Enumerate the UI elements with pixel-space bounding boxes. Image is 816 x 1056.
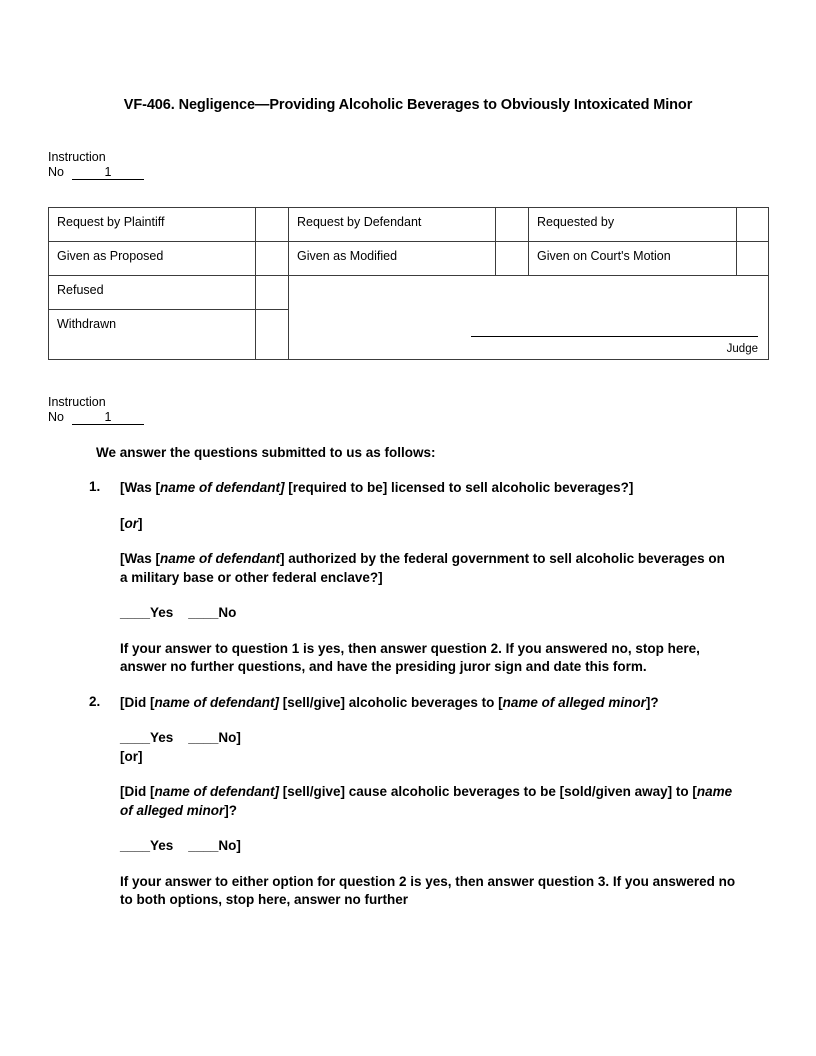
instruction-no-label: No [48, 410, 64, 424]
text-run: [ [120, 515, 125, 531]
text-run: ] [138, 515, 143, 531]
checkbox-given-as-modified[interactable] [496, 242, 529, 276]
text-run: [sell/give] alcoholic beverages to [ [279, 694, 503, 710]
text-run: [required to be] licensed to sell alcoholic beverages?] [284, 480, 634, 495]
instruction-label: Instruction [48, 395, 106, 409]
answer-line[interactable]: ____Yes ____No] [120, 838, 241, 853]
answer-line[interactable]: ____Yes ____No] [120, 730, 241, 745]
placeholder-text: name of alleged minor [120, 784, 733, 818]
placeholder-text: ] [274, 784, 280, 799]
cell-request-by-plaintiff: Request by Plaintiff [49, 208, 256, 242]
text-run: [Did [ [120, 694, 155, 710]
instruction-label: Instruction [48, 150, 106, 164]
cell-given-as-proposed: Given as Proposed [49, 242, 256, 276]
disposition-table [48, 207, 769, 360]
placeholder-text: name of defendant [160, 480, 281, 495]
question-number: 2. [89, 693, 101, 709]
verdict-body [0, 444, 816, 910]
text-run: [or] [120, 748, 143, 764]
question-text [120, 783, 736, 820]
text-run: ]? [224, 802, 238, 818]
cell-requested-by: Requested by [529, 208, 737, 242]
placeholder-text: ] [274, 694, 280, 710]
judge-signature-line[interactable] [471, 336, 758, 337]
judge-signature-label: Judge [726, 343, 758, 355]
table-row [49, 208, 769, 242]
checkbox-given-as-proposed[interactable] [256, 242, 289, 276]
cell-withdrawn: Withdrawn [49, 310, 256, 360]
placeholder-text: name of defendant [154, 784, 275, 799]
instruction-number-header-top [48, 150, 144, 180]
verdict-question [89, 693, 736, 910]
question-text [120, 479, 736, 498]
question-text [120, 515, 736, 534]
checkbox-request-by-plaintiff[interactable] [256, 208, 289, 242]
instruction-no-label: No [48, 165, 64, 179]
text-run: If your answer to question 1 is yes, then answer question 2. If you answered no, stop here, answer no further questions, and have the presiding juror sign and date this form. [120, 640, 700, 674]
answer-line[interactable]: ____Yes ____No [120, 605, 237, 620]
instruction-no-value[interactable]: 1 [72, 410, 144, 425]
cell-given-as-modified: Given as Modified [289, 242, 496, 276]
verdict-lead-in: We answer the questions submitted to us as follows: [96, 445, 436, 460]
text-run: ]? [645, 694, 659, 710]
verdict-question [89, 479, 736, 677]
placeholder-text: or [124, 515, 138, 531]
text-run: ] [280, 551, 285, 566]
checkbox-request-by-defendant[interactable] [496, 208, 529, 242]
text-run: If your answer to either option for question 2 is yes, then answer question 3. If you answered no to both options, stop here, answer no further [120, 873, 736, 907]
text-run: [Was [ [120, 480, 160, 495]
question-note [120, 873, 736, 910]
text-run: [sell/give] cause alcoholic beverages to be [sold/given away] to [ [279, 784, 697, 799]
checkbox-given-on-courts-motion[interactable] [737, 242, 769, 276]
placeholder-text: name of defendant [154, 694, 275, 710]
question-text [120, 748, 736, 767]
text-run: [Was [ [120, 551, 160, 566]
text-run: authorized by the federal government to sell alcoholic beverages on a military base or other federal enclave?] [120, 551, 725, 585]
question-text [120, 550, 736, 587]
checkbox-withdrawn[interactable] [256, 310, 289, 360]
judge-signature-cell [289, 276, 769, 360]
checkbox-refused[interactable] [256, 276, 289, 310]
question-note [120, 640, 736, 677]
page-title: VF-406. Negligence—Providing Alcoholic Beverages to Obviously Intoxicated Minor [123, 97, 693, 113]
placeholder-text: ] [280, 480, 285, 495]
cell-request-by-defendant: Request by Defendant [289, 208, 496, 242]
instruction-no-value[interactable]: 1 [72, 165, 144, 180]
text-run: [Did [ [120, 784, 155, 799]
question-number: 1. [89, 479, 101, 494]
table-row [49, 242, 769, 276]
cell-given-on-courts-motion: Given on Court's Motion [529, 242, 737, 276]
verdict-questions [0, 479, 816, 910]
placeholder-text: name of alleged minor [502, 694, 646, 710]
question-text [120, 694, 736, 713]
placeholder-text: name of defendant [160, 551, 281, 566]
instruction-number-header-body [48, 395, 144, 425]
table-row [49, 276, 769, 310]
cell-refused: Refused [49, 276, 256, 310]
checkbox-requested-by[interactable] [737, 208, 769, 242]
